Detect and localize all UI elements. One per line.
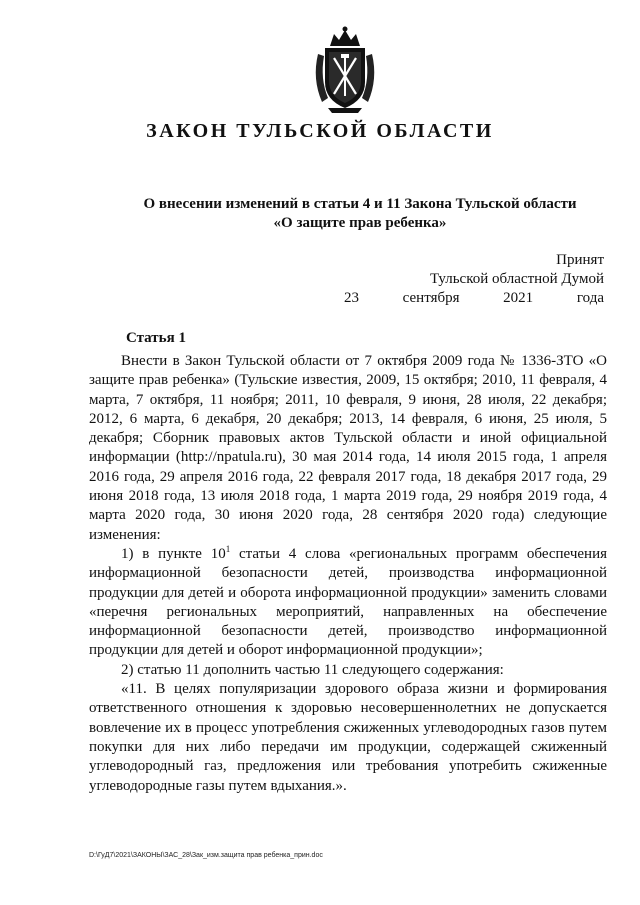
article-body [89, 352, 607, 796]
paragraph-intro: Внести в Закон Тульской области от 7 октября 2009 года № 1336-ЗТО «О защите прав ребенка» (Тульские известия, 2009, 15 октября; 2010, 11 февраля, 4 марта, 7 октября, 11 ноября; 2011, 10 февраля, 9 июня, 28 июля, 22 декабря; 2012, 6 марта, 6 декабря, 20 декабря; 2013, 14 февраля, 6 июня, 25 июля, 5 декабря; Сборник правовых актов Тульской области и иной официальной информации (http://npatula.ru), 30 мая 2014 года, 14 июля 2015 года, 1 апреля 2016 года, 29 апреля 2016 года, 22 февраля 2017 года, 18 декабря 2017 года, 29 июня 2018 года, 13 июля 2018 года, 1 марта 2019 года, 29 ноября 2019 года, 4 марта 2020 года, 30 июня 2020 года, 28 сентября 2020 года) следующие изменения: [89, 353, 607, 543]
item1-superscript: 1 [225, 543, 231, 554]
item1-rest: статьи 4 слова «региональных программ обеспечения информационной безопасности детей, производства информационной продукции для детей и оборота информационной продукции» заменить словами «перечня региональных мероприятий, направленных на обеспечение информационной безопасности детей, производство информационной продукции для детей и оборот информационной продукции»; [89, 545, 607, 659]
coat-of-arms-icon [308, 24, 382, 114]
subject-line-1: О внесении изменений в статьи 4 и 11 Закона Тульской области [143, 196, 577, 212]
paragraph-item-1 [89, 545, 607, 661]
adopted-by: Тульской областной Думой [429, 271, 604, 287]
article-heading: Статья 1 [126, 330, 186, 346]
law-title: ЗАКОН ТУЛЬСКОЙ ОБЛАСТИ [146, 120, 494, 142]
law-subject [120, 195, 600, 233]
item1-prefix: 1) в пункте 10 [121, 545, 226, 562]
adopted-date: 23 сентября 2021 года [344, 290, 604, 306]
adoption-block [344, 251, 604, 308]
subject-line-2: «О защите прав ребенка» [273, 215, 447, 231]
paragraph-item-2: 2) статью 11 дополнить частью 11 следующего содержания: [121, 661, 504, 678]
paragraph-quote: «11. В целях популяризации здорового образа жизни и формирования ответственного отношения к здоровью несовершеннолетних не допускается вовлечение их в процесс употребления сжиженных углеводородных газов путем покупки для них либо передачи им продукции, содержащей сжиженный углеводородный газ, предложения или требования употребить сжиженные углеводородные газы путем вдыхания.». [89, 681, 607, 794]
file-path-footer: D:\ГуД7\2021\ЗАКОНЫ\ЗАС_28\Зак_изм.защита прав ребенка_прин.doc [89, 852, 323, 859]
adopted-label: Принят [556, 252, 604, 268]
